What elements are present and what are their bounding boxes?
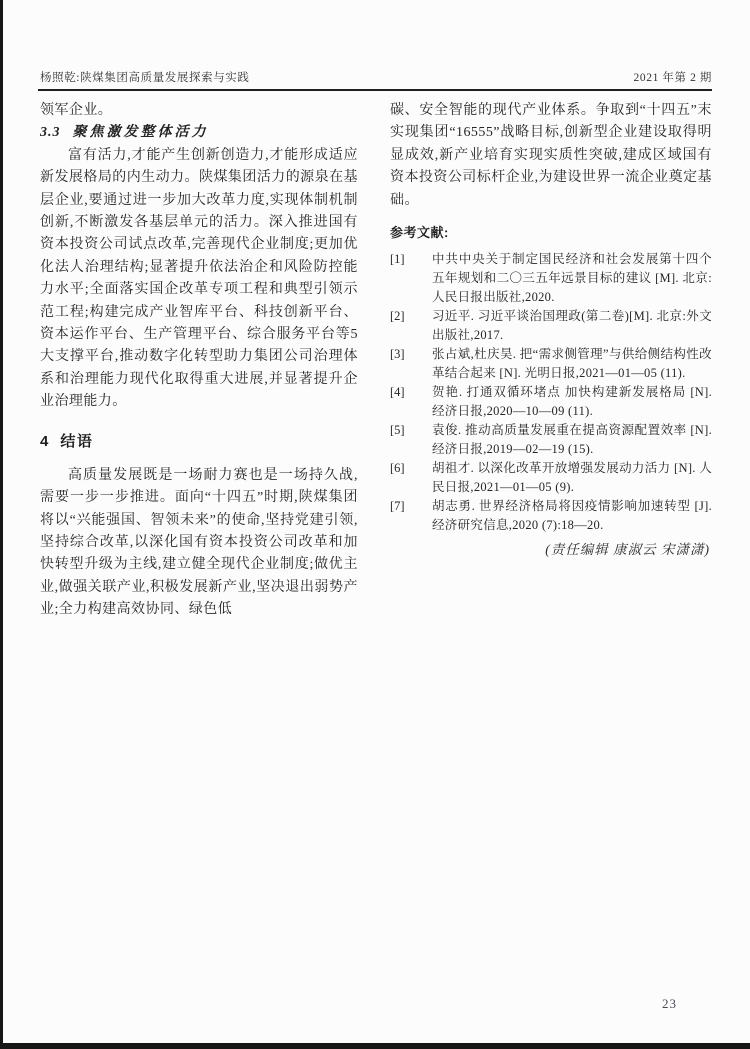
reference-label: [3]	[390, 347, 405, 362]
section-title: 聚焦激发整体活力	[72, 125, 209, 141]
section-number: 4	[40, 432, 49, 450]
editors-note: (责任编辑 康淑云 宋潇潇)	[545, 542, 710, 558]
reference-label: [1]	[390, 252, 405, 267]
section-number: 3.3	[40, 125, 61, 141]
running-head	[40, 69, 712, 85]
reference-label: [2]	[390, 309, 405, 324]
carryover-paragraph: 碳、安全智能的现代产业体系。争取到“十四五”末实现集团“16555”战略目标,创新型企业建设取得明显成效,新产业培育实现实质性突破,建成区域国有资本投资公司标杆企业,为建设世界一流企业奠定基础。	[390, 103, 712, 208]
reference-text: 胡志勇. 世界经济格局将因疫情影响加速转型 [J]. 经济研究信息,2020 (7):18—20.	[432, 499, 712, 533]
section-4-paragraph: 高质量发展既是一场耐力赛也是一场持久战,需要一步一步推进。面向“十四五”时期,陕煤集团将以“兴能强国、智领未来”的使命,坚持党建引领,坚持综合改革,以深化国有资本投资公司改革和加快转型升级为主线,建立健全现代企业制度;做优主业,做强关联产业,积极发展新产业,坚决退出弱势产业;全力构建高效协同、绿色低	[40, 467, 358, 618]
section-heading-3-3	[40, 122, 358, 144]
reference-item	[390, 459, 712, 497]
section-3-3-paragraph: 富有活力,才能产生创新创造力,才能形成适应新发展格局的内生动力。陕煤集团活力的源泉在基层企业,要通过进一步加大改革力度,实现体制机制创新,不断激发各基层单元的活力。深入推进国有资本投资公司试点改革,完善现代企业制度;更加优化法人治理结构;显著提升依法治企和风险防控能力水平;全面落实国企改革专项工程和典型引领示范工程;构建完成产业智库平台、科技创新平台、资本运作平台、生产管理平台、综合服务平台等5大支撑平台,推动数字化转型助力集团公司治理体系和治理能力现代化取得重大进展,并显著提升企业治理能力。	[40, 147, 358, 410]
reference-text: 胡祖才. 以深化改革开放增强发展动力活力 [N]. 人民日报,2021—01—05 (9).	[432, 461, 712, 495]
carryover-paragraph: 领军企业。	[40, 103, 113, 118]
reference-text: 贺艳. 打通双循环堵点 加快构建新发展格局 [N]. 经济日报,2020—10—09 (11).	[432, 385, 712, 419]
reference-label: [7]	[390, 499, 405, 514]
reference-text: 中共中央关于制定国民经济和社会发展第十四个五年规划和二〇三五年远景目标的建议 [M]. 北京:人民日报出版社,2020.	[432, 252, 712, 305]
header-rule	[38, 89, 712, 91]
reference-text: 张占斌,杜庆昊. 把“需求侧管理”与供给侧结构性改革结合起来 [N]. 光明日报,2021—01—05 (11).	[432, 347, 712, 381]
reference-text: 习近平. 习近平谈治国理政(第二卷)[M]. 北京:外文出版社,2017.	[432, 309, 712, 343]
reference-item	[390, 383, 712, 421]
reference-item	[390, 307, 712, 345]
reference-text: 袁俊. 推动高质量发展重在提高资源配置效率 [N]. 经济日报,2019—02—19 (15).	[432, 423, 712, 457]
reference-label: [5]	[390, 423, 405, 438]
reference-item	[390, 250, 712, 307]
reference-item	[390, 497, 712, 535]
right-column	[390, 100, 712, 560]
section-title: 结语	[60, 432, 94, 450]
references-heading: 参考文献:	[390, 225, 449, 241]
page-number: 23	[662, 996, 677, 1011]
left-column	[40, 100, 358, 622]
scan-border-bottom	[0, 1043, 750, 1049]
section-heading-4	[40, 431, 358, 453]
running-head-issue-info: 2021 年第 2 期	[633, 72, 712, 84]
references-list	[390, 250, 712, 535]
reference-item	[390, 421, 712, 459]
reference-label: [4]	[390, 385, 405, 400]
scan-border-left	[0, 0, 3, 1049]
reference-item	[390, 345, 712, 383]
reference-label: [6]	[390, 461, 405, 476]
running-head-article-info: 杨照乾:陕煤集团高质量发展探索与实践	[40, 72, 250, 84]
